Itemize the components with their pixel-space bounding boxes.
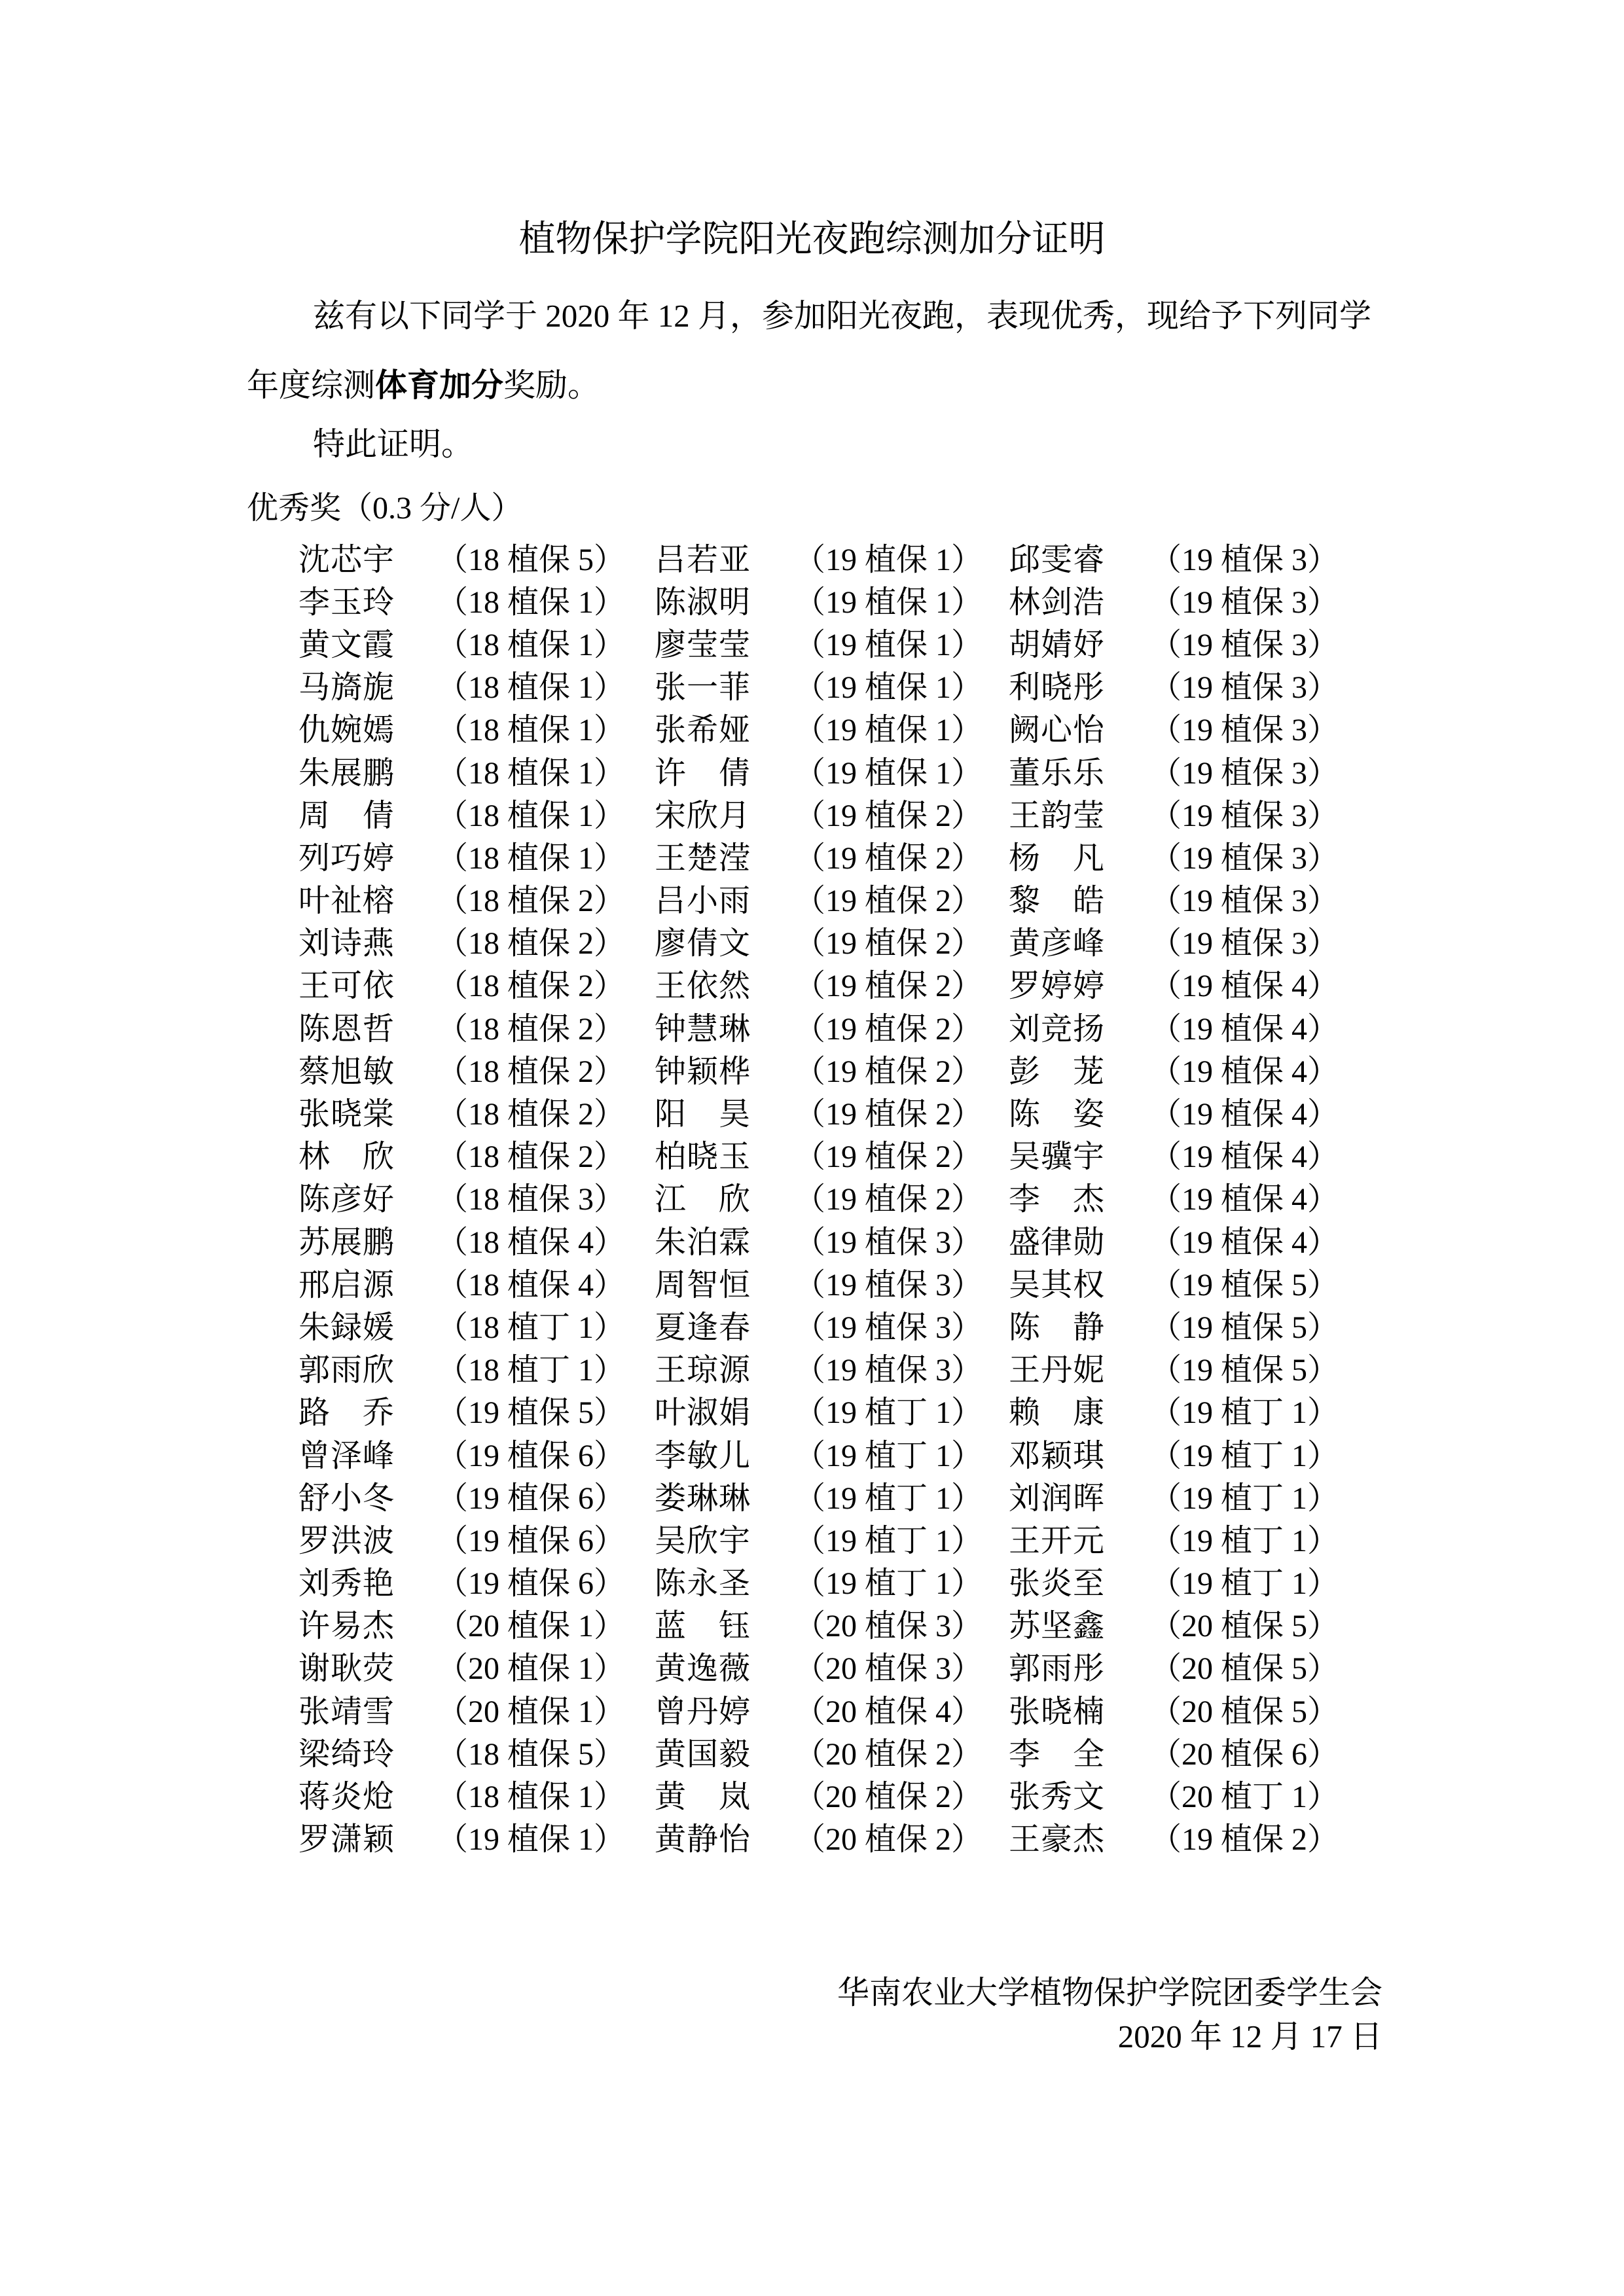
student-class: （19 植保 3） — [1150, 542, 1339, 577]
table-row — [298, 709, 1346, 752]
student-name: 阙心怡 — [1009, 713, 1104, 748]
student-name: 吕小雨 — [655, 884, 750, 919]
student-class: （19 植保 5） — [1150, 1310, 1339, 1345]
student-name: 王开元 — [1009, 1523, 1104, 1558]
award-heading: 优秀奖（0.3 分/人） — [247, 491, 523, 526]
student-name: 王依然 — [655, 969, 750, 1004]
student-class: （19 植保 2） — [794, 884, 983, 919]
student-class: （19 植保 1） — [794, 542, 983, 577]
table-row — [298, 1563, 1346, 1605]
table-row — [298, 1093, 1346, 1136]
student-name: 邓颖琪 — [1009, 1438, 1104, 1473]
student-class: （18 植保 2） — [437, 1054, 626, 1089]
student-class: （19 植保 1） — [794, 670, 983, 706]
student-name: 刘竞扬 — [1009, 1011, 1104, 1047]
student-class: （19 植保 1） — [794, 627, 983, 662]
student-name: 张晓棠 — [298, 1097, 394, 1132]
student-class: （19 植丁 1） — [794, 1438, 983, 1473]
student-name: 陈彦好 — [298, 1182, 394, 1217]
student-class: （19 植保 1） — [437, 1822, 626, 1857]
student-class: （19 植保 3） — [1150, 584, 1339, 620]
student-class: （19 植保 6） — [437, 1566, 626, 1602]
table-row — [298, 1776, 1346, 1818]
student-class: （20 植丁 1） — [1150, 1780, 1339, 1815]
student-name: 张希娅 — [655, 713, 750, 748]
table-row — [298, 1691, 1346, 1733]
student-class: （19 植丁 1） — [1150, 1566, 1339, 1602]
table-row — [298, 1605, 1346, 1648]
student-class: （19 植保 4） — [1150, 969, 1339, 1004]
student-class: （20 植保 2） — [794, 1736, 983, 1772]
table-row — [298, 1648, 1346, 1691]
student-class: （19 植保 5） — [437, 1395, 626, 1431]
student-class: （19 植保 2） — [794, 1011, 983, 1047]
student-name: 张靖雪 — [298, 1694, 394, 1729]
student-name: 罗洪波 — [298, 1523, 394, 1558]
table-row — [298, 1264, 1346, 1306]
student-name: 路 乔 — [298, 1395, 394, 1431]
student-class: （19 植保 3） — [794, 1310, 983, 1345]
student-class: （18 植保 4） — [437, 1267, 626, 1302]
student-name: 马旖旎 — [298, 670, 394, 706]
student-class: （18 植保 1） — [437, 627, 626, 662]
student-class: （18 植保 4） — [437, 1225, 626, 1260]
student-class: （19 植保 4） — [1150, 1054, 1339, 1089]
table-row — [298, 1221, 1346, 1264]
table-row — [298, 1435, 1346, 1477]
student-name: 李 全 — [1009, 1736, 1104, 1772]
student-name: 朱泊霖 — [655, 1225, 750, 1260]
student-class: （20 植保 5） — [1150, 1694, 1339, 1729]
student-class: （19 植保 4） — [1150, 1011, 1339, 1047]
student-name: 许 倩 — [655, 755, 750, 791]
student-class: （19 植保 2） — [794, 840, 983, 876]
student-name: 郭雨彤 — [1009, 1651, 1104, 1687]
student-class: （18 植保 3） — [437, 1182, 626, 1217]
student-name: 黄文霞 — [298, 627, 394, 662]
student-class: （18 植保 1） — [437, 584, 626, 620]
student-name: 利晓彤 — [1009, 670, 1104, 706]
intro-text-end: 奖励。 — [503, 367, 600, 403]
student-name: 钟颖桦 — [655, 1054, 750, 1089]
student-name: 郭雨欣 — [298, 1353, 394, 1388]
table-row — [298, 1392, 1346, 1435]
student-name: 董乐乐 — [1009, 755, 1104, 791]
student-name: 刘秀艳 — [298, 1566, 394, 1602]
student-class: （19 植保 3） — [1150, 798, 1339, 833]
student-class: （19 植保 3） — [1150, 670, 1339, 706]
student-name: 梁绮玲 — [298, 1736, 394, 1772]
table-row — [298, 1733, 1346, 1776]
table-row — [298, 965, 1346, 1008]
student-class: （19 植保 3） — [1150, 627, 1339, 662]
student-class: （18 植保 2） — [437, 1097, 626, 1132]
student-name: 王丹妮 — [1009, 1353, 1104, 1388]
student-name: 王韵莹 — [1009, 798, 1104, 833]
student-name: 陈 静 — [1009, 1310, 1104, 1345]
table-row — [298, 624, 1346, 666]
closing-statement: 特此证明。 — [313, 426, 474, 462]
student-class: （20 植保 1） — [437, 1651, 626, 1687]
student-name: 王可依 — [298, 969, 394, 1004]
student-class: （19 植保 3） — [1150, 713, 1339, 748]
document-title: 植物保护学院阳光夜跑综测加分证明 — [518, 219, 1106, 260]
student-name: 罗婷婷 — [1009, 969, 1104, 1004]
table-row — [298, 795, 1346, 837]
student-name: 刘诗燕 — [298, 926, 394, 961]
student-name: 张炎至 — [1009, 1566, 1104, 1602]
student-class: （18 植保 1） — [437, 840, 626, 876]
student-class: （19 植保 3） — [1150, 926, 1339, 961]
student-class: （20 植保 5） — [1150, 1609, 1339, 1644]
student-name: 朱録媛 — [298, 1310, 394, 1345]
student-name: 李 杰 — [1009, 1182, 1104, 1217]
student-name: 黄国毅 — [655, 1736, 750, 1772]
student-name: 蔡旭敏 — [298, 1054, 394, 1089]
student-name: 李敏儿 — [655, 1438, 750, 1473]
student-name: 陈淑明 — [655, 584, 750, 620]
student-name: 苏展鹏 — [298, 1225, 394, 1260]
student-name: 叶淑娟 — [655, 1395, 750, 1431]
table-row — [298, 1477, 1346, 1520]
student-name: 王琼源 — [655, 1353, 750, 1388]
student-class: （19 植保 4） — [1150, 1225, 1339, 1260]
table-row — [298, 539, 1346, 581]
student-name: 王豪杰 — [1009, 1822, 1104, 1857]
student-name: 黎 皓 — [1009, 884, 1104, 919]
student-class: （20 植保 2） — [794, 1822, 983, 1857]
student-class: （19 植保 4） — [1150, 1139, 1339, 1175]
student-name: 罗潇颖 — [298, 1822, 394, 1857]
student-name: 苏坚鑫 — [1009, 1609, 1104, 1644]
student-class: （19 植保 2） — [794, 1139, 983, 1175]
student-class: （19 植保 4） — [1150, 1097, 1339, 1132]
student-class: （19 植丁 1） — [1150, 1438, 1339, 1473]
student-class: （19 植保 3） — [794, 1225, 983, 1260]
highlight-text: 体育加分 — [375, 367, 504, 403]
student-name: 吴欣宇 — [655, 1523, 750, 1558]
student-name: 曾泽峰 — [298, 1438, 394, 1473]
student-class: （19 植保 3） — [1150, 884, 1339, 919]
student-class: （20 植保 3） — [794, 1651, 983, 1687]
student-class: （19 植丁 1） — [1150, 1523, 1339, 1558]
table-row — [298, 1179, 1346, 1221]
student-name: 李玉玲 — [298, 584, 394, 620]
student-class: （19 植丁 1） — [794, 1395, 983, 1431]
table-row — [298, 1008, 1346, 1050]
student-name: 陈 姿 — [1009, 1097, 1104, 1132]
student-class: （19 植保 3） — [794, 1267, 983, 1302]
student-name: 赖 康 — [1009, 1395, 1104, 1431]
student-name: 张秀文 — [1009, 1780, 1104, 1815]
intro-text: 年度综测 — [247, 367, 376, 403]
student-name: 林剑浩 — [1009, 584, 1104, 620]
student-class: （19 植保 1） — [794, 584, 983, 620]
student-class: （19 植保 1） — [794, 755, 983, 791]
student-class: （19 植丁 1） — [794, 1566, 983, 1602]
student-class: （20 植保 6） — [1150, 1736, 1339, 1772]
student-class: （20 植保 4） — [794, 1694, 983, 1729]
student-class: （18 植保 2） — [437, 969, 626, 1004]
student-class: （19 植丁 1） — [794, 1480, 983, 1516]
student-class: （19 植保 2） — [1150, 1822, 1339, 1857]
student-name: 陈恩哲 — [298, 1011, 394, 1047]
student-class: （18 植保 2） — [437, 1011, 626, 1047]
student-name: 林 欣 — [298, 1139, 394, 1175]
student-name: 钟慧琳 — [655, 1011, 750, 1047]
student-class: （19 植保 6） — [437, 1523, 626, 1558]
student-name: 蓝 钰 — [655, 1609, 750, 1644]
table-row — [298, 1050, 1346, 1093]
student-name: 朱展鹏 — [298, 755, 394, 791]
student-class: （18 植保 1） — [437, 1780, 626, 1815]
issue-date: 2020 年 12 月 17 日 — [1117, 2018, 1382, 2054]
student-class: （18 植保 1） — [437, 798, 626, 833]
student-class: （19 植保 5） — [1150, 1267, 1339, 1302]
student-name: 阳 昊 — [655, 1097, 750, 1132]
student-class: （19 植丁 1） — [794, 1523, 983, 1558]
table-row — [298, 752, 1346, 795]
student-class: （19 植保 2） — [794, 1097, 983, 1132]
student-name: 陈永圣 — [655, 1566, 750, 1602]
student-class: （19 植保 3） — [1150, 755, 1339, 791]
intro-line-2 — [247, 367, 600, 404]
student-name: 周 倩 — [298, 798, 394, 833]
student-class: （18 植保 2） — [437, 926, 626, 961]
student-name: 刘润晖 — [1009, 1480, 1104, 1516]
student-name: 杨 凡 — [1009, 840, 1104, 876]
student-name: 仇婉嫣 — [298, 713, 394, 748]
student-name: 黄 岚 — [655, 1780, 750, 1815]
student-name: 吴骥宇 — [1009, 1139, 1104, 1175]
table-row — [298, 1819, 1346, 1861]
student-name: 许易杰 — [298, 1609, 394, 1644]
student-name: 廖倩文 — [655, 926, 750, 961]
student-name: 吴其权 — [1009, 1267, 1104, 1302]
intro-line-1: 兹有以下同学于 2020 年 12 月，参加阳光夜跑，表现优秀，现给予下列同学 — [313, 298, 1372, 334]
student-class: （18 植保 5） — [437, 1736, 626, 1772]
student-name: 宋欣月 — [655, 798, 750, 833]
student-name: 黄彦峰 — [1009, 926, 1104, 961]
student-name: 廖莹莹 — [655, 627, 750, 662]
table-row — [298, 923, 1346, 965]
student-class: （19 植保 1） — [794, 713, 983, 748]
student-class: （18 植丁 1） — [437, 1310, 626, 1345]
student-class: （18 植保 1） — [437, 713, 626, 748]
student-class: （19 植保 6） — [437, 1438, 626, 1473]
student-name: 王楚滢 — [655, 840, 750, 876]
student-class: （20 植保 5） — [1150, 1651, 1339, 1687]
student-name: 黄静怡 — [655, 1822, 750, 1857]
student-name: 吕若亚 — [655, 542, 750, 577]
student-class: （18 植丁 1） — [437, 1353, 626, 1388]
table-row — [298, 1350, 1346, 1392]
student-name: 江 欣 — [655, 1182, 750, 1217]
student-class: （18 植保 5） — [437, 542, 626, 577]
student-name: 胡婧妤 — [1009, 627, 1104, 662]
student-name: 柏晓玉 — [655, 1139, 750, 1175]
student-class: （20 植保 2） — [794, 1780, 983, 1815]
student-name: 谢耿荧 — [298, 1651, 394, 1687]
student-name: 列巧婷 — [298, 840, 394, 876]
award-list — [298, 539, 1346, 1861]
student-name: 舒小冬 — [298, 1480, 394, 1516]
student-name: 娄琳琳 — [655, 1480, 750, 1516]
table-row — [298, 1520, 1346, 1562]
student-class: （18 植保 1） — [437, 755, 626, 791]
student-class: （19 植保 2） — [794, 969, 983, 1004]
student-name: 沈芯宇 — [298, 542, 394, 577]
student-name: 周智恒 — [655, 1267, 750, 1302]
table-row — [298, 1306, 1346, 1349]
student-name: 叶祉榕 — [298, 884, 394, 919]
student-name: 张晓楠 — [1009, 1694, 1104, 1729]
student-class: （19 植保 6） — [437, 1480, 626, 1516]
student-name: 曾丹婷 — [655, 1694, 750, 1729]
student-class: （18 植保 2） — [437, 1139, 626, 1175]
table-row — [298, 1136, 1346, 1179]
table-row — [298, 581, 1346, 624]
student-class: （20 植保 3） — [794, 1609, 983, 1644]
student-class: （19 植保 2） — [794, 926, 983, 961]
student-class: （19 植保 4） — [1150, 1182, 1339, 1217]
student-class: （19 植保 2） — [794, 1054, 983, 1089]
student-name: 邱雯睿 — [1009, 542, 1104, 577]
student-class: （19 植丁 1） — [1150, 1480, 1339, 1516]
student-class: （19 植保 2） — [794, 798, 983, 833]
student-class: （19 植丁 1） — [1150, 1395, 1339, 1431]
student-name: 邢启源 — [298, 1267, 394, 1302]
student-class: （18 植保 1） — [437, 670, 626, 706]
student-name: 黄逸薇 — [655, 1651, 750, 1687]
student-class: （19 植保 2） — [794, 1182, 983, 1217]
student-class: （19 植保 3） — [1150, 840, 1339, 876]
student-class: （20 植保 1） — [437, 1694, 626, 1729]
student-class: （19 植保 5） — [1150, 1353, 1339, 1388]
table-row — [298, 667, 1346, 709]
table-row — [298, 880, 1346, 923]
student-class: （20 植保 1） — [437, 1609, 626, 1644]
issuer-signature: 华南农业大学植物保护学院团委学生会 — [837, 1975, 1382, 2011]
student-name: 蒋炎炝 — [298, 1780, 394, 1815]
student-class: （18 植保 2） — [437, 884, 626, 919]
student-class: （19 植保 3） — [794, 1353, 983, 1388]
student-name: 张一菲 — [655, 670, 750, 706]
student-name: 盛律勋 — [1009, 1225, 1104, 1260]
student-name: 夏逢春 — [655, 1310, 750, 1345]
student-name: 彭 茏 — [1009, 1054, 1104, 1089]
table-row — [298, 837, 1346, 880]
